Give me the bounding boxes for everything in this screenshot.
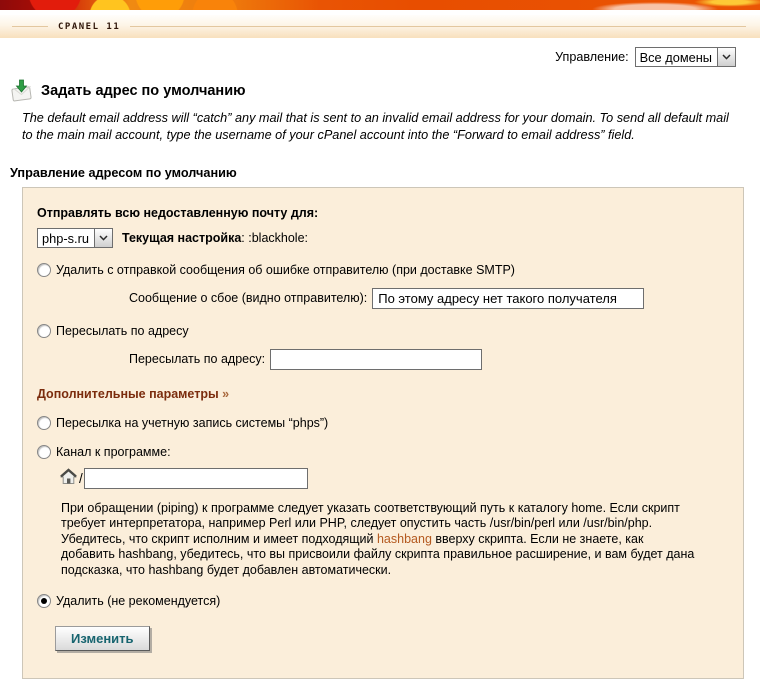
radio-blackhole-label[interactable]: Удалить (не рекомендуется) — [56, 593, 221, 608]
hashbang-link[interactable]: hashbang — [376, 531, 432, 546]
piping-note-part1: При обращении (piping) к программе следует указать соответствующий путь к каталогу home. Если скрипт требует интерпретатора, например Perl или PHP, следует опустить часть /usr/bin/perl или /usr/bin/php. Убедитесь, что скрипт исполним и имеет подходящий — [61, 500, 680, 546]
send-all-label: Отправлять всю недоставленную почту для: — [37, 205, 319, 220]
domain-select[interactable] — [37, 228, 113, 248]
fail-message-row — [129, 288, 727, 309]
domain-filter-label: Управление: — [555, 50, 629, 64]
domain-filter-row — [0, 47, 736, 67]
radio-pipe-account[interactable] — [37, 416, 51, 430]
path-slash: / — [79, 470, 83, 486]
top-banner — [0, 0, 760, 10]
chevron-down-icon[interactable] — [94, 229, 112, 247]
domain-filter-value: Все домены — [639, 50, 712, 65]
domain-filter-select[interactable] — [635, 47, 736, 67]
domain-select-value: php-s.ru — [42, 230, 89, 246]
radio-forward-label[interactable]: Пересылать по адресу — [56, 323, 189, 338]
forward-address-input[interactable] — [270, 349, 482, 370]
default-address-form — [22, 187, 744, 679]
page-title: Задать адрес по умолчанию — [41, 82, 246, 99]
section-title: Управление адресом по умолчанию — [10, 165, 237, 180]
piping-note-part2: вверху скрипта. Если не знаете, как добавить hashbang, убедитесь, что вы присвоили файлу скрипта правильное расширение, и вам будет дана подсказка, что hashbang будет добавлен автоматически. — [61, 531, 695, 578]
radio-blackhole[interactable] — [37, 594, 51, 608]
fail-message-input[interactable] — [372, 288, 644, 309]
current-setting-label: Текущая настройка — [121, 230, 242, 245]
forward-address-label: Пересылать по адресу: — [129, 352, 266, 367]
cpanel-brand-label: CPANEL 11 — [58, 21, 121, 32]
piping-note — [61, 501, 697, 579]
forward-address-row — [129, 349, 727, 370]
submit-row — [55, 626, 727, 651]
radio-forward[interactable] — [37, 324, 51, 338]
advanced-options-label: Дополнительные параметры — [37, 386, 219, 401]
option-pipe-program — [37, 445, 727, 459]
divider — [12, 26, 48, 27]
radio-pipe-account-label[interactable]: Пересылка на учетную запись системы “phps”) — [56, 415, 329, 430]
chevron-down-icon[interactable] — [717, 48, 735, 66]
fail-message-label: Сообщение о сбое (видно отправителю): — [129, 291, 368, 306]
domain-select-row — [37, 228, 727, 248]
radio-pipe-program-label[interactable]: Канал к программе: — [56, 444, 171, 459]
change-button[interactable]: Изменить — [55, 626, 150, 651]
pipe-path-input[interactable] — [84, 468, 308, 489]
current-setting-value: : :blackhole: — [241, 230, 309, 245]
current-setting — [122, 231, 308, 245]
pipe-path-row — [59, 468, 727, 489]
radio-fail-smtp-label[interactable]: Удалить с отправкой сообщения об ошибке отправителю (при доставке SMTP) — [56, 262, 515, 277]
brand-bar — [0, 15, 760, 38]
home-icon — [59, 468, 78, 488]
option-forward — [37, 324, 727, 338]
page-description: The default email address will “catch” any mail that is sent to an invalid email address for your domain. To send all default mail to the main mail account, type the username of your cPanel account into the “Forward to email address” field. — [22, 111, 729, 142]
radio-fail-smtp[interactable] — [37, 263, 51, 277]
double-arrow-icon: » — [222, 386, 230, 401]
divider — [130, 26, 746, 27]
option-blackhole — [37, 594, 727, 608]
option-fail-smtp — [37, 263, 727, 277]
radio-pipe-program[interactable] — [37, 445, 51, 459]
advanced-options-link[interactable] — [37, 387, 727, 401]
mail-default-address-icon — [10, 79, 34, 102]
option-pipe-account — [37, 416, 727, 430]
page-header — [10, 79, 760, 102]
